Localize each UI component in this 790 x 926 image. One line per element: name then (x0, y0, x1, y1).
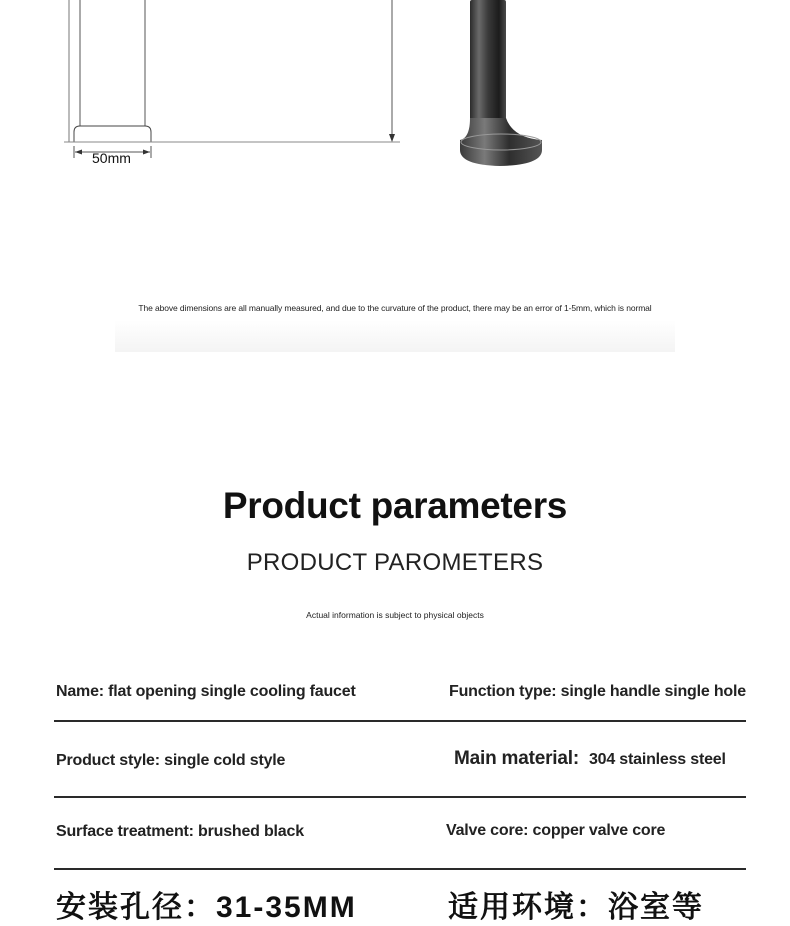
faucet-photo (455, 0, 550, 175)
dimension-drawing (0, 0, 790, 200)
param-install-hole-cut: 安装孔径：31-35MM (56, 891, 357, 924)
measurement-note: The above dimensions are all manually measured, and due to the curvature of the product, there may be an error of 1-5mm, which is normal (138, 303, 652, 313)
dimension-label: 50mm (92, 150, 131, 166)
faucet-outline-drawing (0, 0, 790, 200)
param-environment-cut: 适用环境：浴室等 (448, 891, 704, 924)
divider (54, 796, 746, 798)
param-style: Product style: single cold style (56, 752, 286, 769)
page-title: Product parameters (222, 485, 568, 526)
divider (54, 868, 746, 870)
disclaimer-caption: Actual information is subject to physical objects (306, 610, 484, 620)
param-surface: Surface treatment: brushed black (56, 823, 304, 840)
param-material (454, 748, 726, 770)
param-material-value: 304 stainless steel (588, 751, 726, 768)
param-name: Name: flat opening single cooling faucet (56, 683, 356, 700)
param-material-label: Main material: (454, 748, 579, 769)
page-subtitle: PRODUCT PAROMETERS (246, 549, 544, 576)
divider (54, 720, 746, 722)
reflection-shadow (115, 320, 675, 352)
param-valve-core: Valve core: copper valve core (446, 822, 666, 839)
param-function-type: Function type: single handle single hole (449, 683, 746, 700)
